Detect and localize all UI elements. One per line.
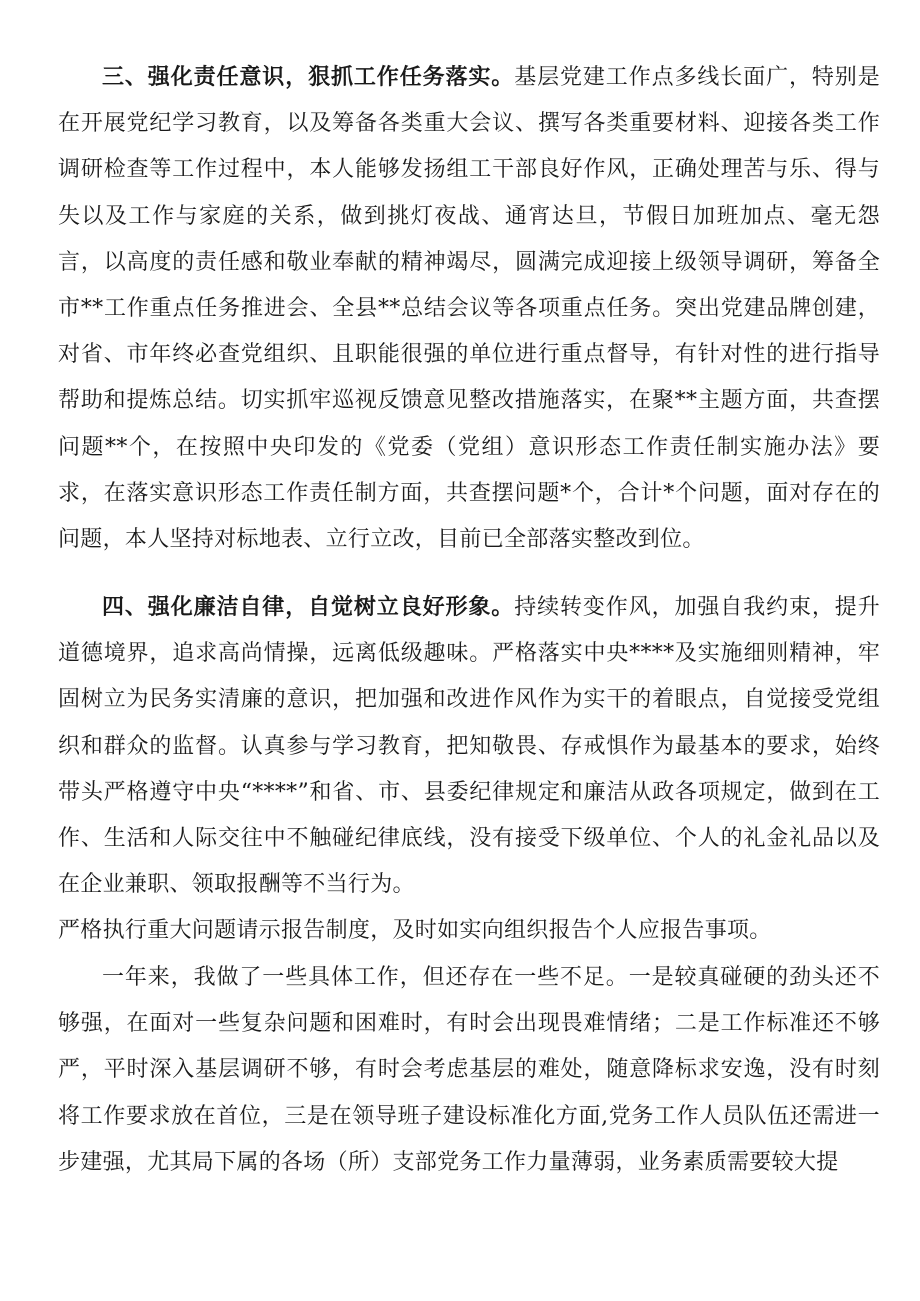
- paragraph-responsibility: [58, 55, 880, 563]
- section-heading-4: 四、强化廉洁自律，自觉树立良好形象。: [102, 595, 515, 620]
- paragraph-shortcomings: [58, 955, 880, 1186]
- paragraph-body: 严格执行重大问题请示报告制度，及时如实向组织报告个人应报告事项。: [58, 918, 772, 943]
- paragraph-body: 持续转变作风，加强自我约束，提升道德境界，追求高尚情操，远离低级趣味。严格落实中央****及实施细则精神，牢固树立为民务实清廉的意识，把加强和改进作风作为实干的着眼点，自觉接受党组织和群众的监督。认真参与学习教育，把知敬畏、存戒惧作为最基本的要求，始终带头严格遵守中央“****”和省、市、县委纪律规定和廉洁从政各项规定，做到在工作、生活和人际交往中不触碰纪律底线，没有接受下级单位、个人的礼金礼品以及在企业兼职、领取报酬等不当行为。: [58, 595, 880, 898]
- paragraph-body: 基层党建工作点多线长面广，特别是在开展党纪学习教育，以及筹备各类重大会议、撰写各类重要材料、迎接各类工作调研检查等工作过程中，本人能够发扬组工干部良好作风，正确处理苦与乐、得与失以及工作与家庭的关系，做到挑灯夜战、通宵达旦，节假日加班加点、毫无怨言，以高度的责任感和敬业奉献的精神竭尽，圆满完成迎接上级领导调研，筹备全市**工作重点任务推进会、全县**总结会议等各项重点任务。突出党建品牌创建，对省、市年终必查党组织、且职能很强的单位进行重点督导，有针对性的进行指导帮助和提炼总结。切实抓牢巡视反馈意见整改措施落实，在聚**主题方面，共查摆问题**个，在按照中央印发的《党委（党组）意识形态工作责任制实施办法》要求，在落实意识形态工作责任制方面，共查摆问题*个，合计*个问题，面对存在的问题，本人坚持对标地表、立行立改，目前已全部落实整改到位。: [58, 65, 880, 553]
- paragraph-reporting: [58, 908, 880, 954]
- paragraph-integrity: [58, 585, 880, 908]
- paragraph-body: 一年来，我做了一些具体工作，但还存在一些不足。一是较真碰硬的劲头还不够强，在面对一些复杂问题和困难时，有时会出现畏难情绪；二是工作标准还不够严，平时深入基层调研不够，有时会考虑基层的难处，随意降标求安逸，没有时刻将工作要求放在首位，三是在领导班子建设标准化方面,党务工作人员队伍还需进一步建强，尤其局下属的各场（所）支部党务工作力量薄弱，业务素质需要较大提: [58, 965, 880, 1175]
- section-heading-3: 三、强化责任意识，狠抓工作任务落实。: [102, 65, 515, 90]
